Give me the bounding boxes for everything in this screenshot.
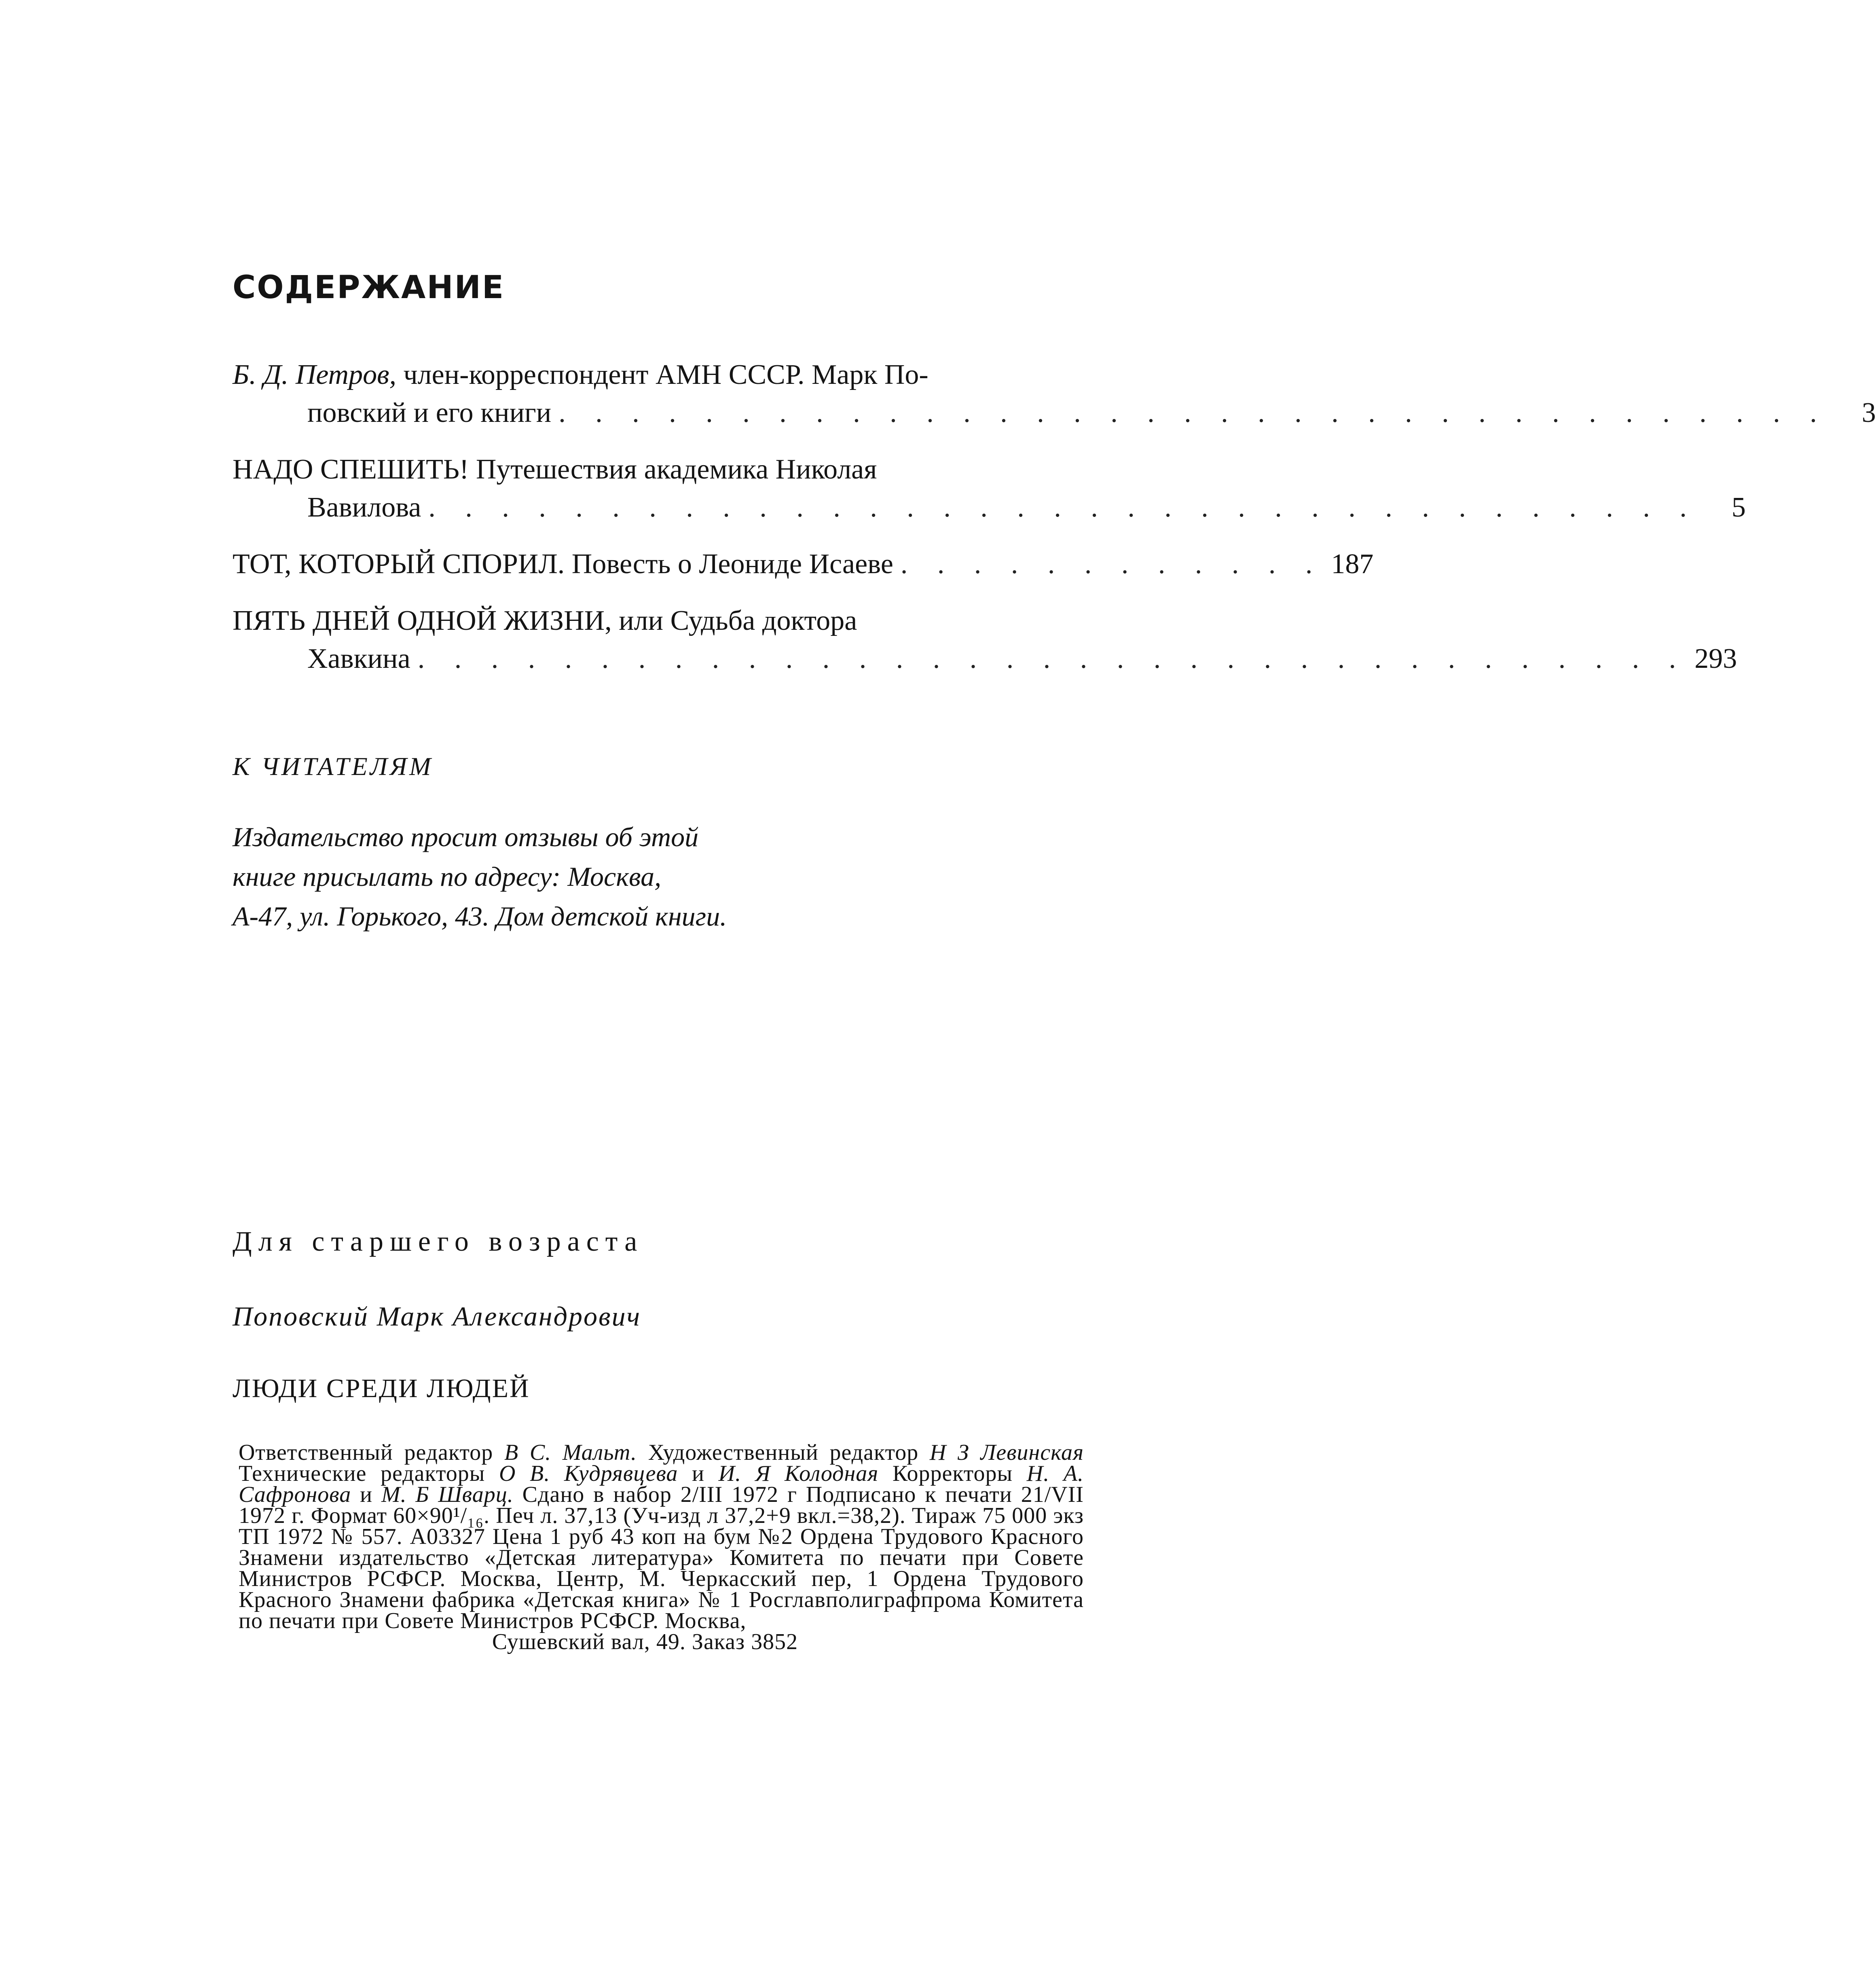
readers-note-line: А-47, ул. Горького, 43. Дом детской книги. xyxy=(233,901,727,932)
toc-entry-author: Б. Д. Петров, xyxy=(233,359,396,390)
toc-entry-title: ТОТ, КОТОРЫЙ СПОРИЛ. Повесть о Леониде Исаеве xyxy=(233,548,893,580)
toc-page-number: 5 xyxy=(1731,492,1746,523)
toc-entry-petrov xyxy=(233,356,1876,432)
toc-entry-tot-kotoryi xyxy=(233,545,1374,583)
toc-entry-title-cont: Хавкина xyxy=(307,643,410,674)
book-title: ЛЮДИ СРЕДИ ЛЮДЕЙ xyxy=(233,1374,530,1403)
dot-leader: . . . . . . . . . . . . . . . . . . . . . . . . . . . . . . . . . . . xyxy=(417,643,1688,674)
readers-note-line: Издательство просит отзывы об этой xyxy=(233,822,699,852)
toc-page-number: 293 xyxy=(1694,643,1737,674)
author-name: Поповский Марк Александрович xyxy=(233,1301,641,1332)
readers-note-line: книге присылать по адресу: Москва, xyxy=(233,861,662,892)
colophon-last-line: Сушевский вал, 49. Заказ 3852 xyxy=(492,1629,798,1654)
age-group-label: Для старшего возраста xyxy=(233,1226,644,1257)
readers-heading: К ЧИТАТЕЛЯМ xyxy=(233,752,434,781)
toc-entry-title-cont: Вавилова xyxy=(307,492,421,523)
table-of-contents xyxy=(233,356,1876,697)
readers-note xyxy=(233,817,880,936)
toc-page-number: 3 xyxy=(1861,397,1876,428)
toc-entry-title-cont: повский и его книги xyxy=(307,397,552,428)
colophon: Ответственный редактор В С. Мальт. Художественный редактор Н З Левинская Технические редакторы О В. Кудрявцева и И. Я Колодная Корректоры Н. А. Сафронова и М. Б Шварц. Сдано в набор 2/III 1972 г Подписано к печати 21/VII 1972 г. Формат 60×90¹/₁₆. Печ л. 37,13 (Уч-изд л 37,2+9 вкл.=38,2). Тираж 75 000 экз ТП 1972 № 557. А03327 Цена 1 руб 43 коп на бум №2 Ордена Трудового Красного Знамени издательство «Детская литература» Комитета по печати при Совете Министров РСФСР. Москва, Центр, М. Черкасский пер, 1 Ордена Трудового Красного Знамени фабрика «Детская книга» № 1 Росглавполиграфпрома Комитета по печати при Совете Министров РСФСР. Москва, Сушевский вал, 49. Заказ 3852 xyxy=(239,1440,1084,1654)
dot-leader: . . . . . . . . . . . . . . . . . . . . . . . . . . . . . . . . . . . xyxy=(558,397,1828,428)
dot-leader: . . . . . . . . . . . . xyxy=(900,548,1324,580)
toc-entry-title: ПЯТЬ ДНЕЙ ОДНОЙ ЖИЗНИ, или Судьба доктора xyxy=(233,605,857,636)
toc-page-number: 187 xyxy=(1331,548,1374,580)
contents-heading: СОДЕРЖАНИЕ xyxy=(233,269,505,306)
dot-leader: . . . . . . . . . . . . . . . . . . . . . . . . . . . . . . . . . . . xyxy=(428,492,1698,523)
toc-entry-pyat-dnei xyxy=(233,602,1737,678)
toc-entry-nado-speshit xyxy=(233,451,1746,527)
toc-entry-title: член-корреспондент АМН СССР. Марк По- xyxy=(403,359,928,390)
toc-entry-title: НАДО СПЕШИТЬ! Путешествия академика Николая xyxy=(233,454,877,485)
